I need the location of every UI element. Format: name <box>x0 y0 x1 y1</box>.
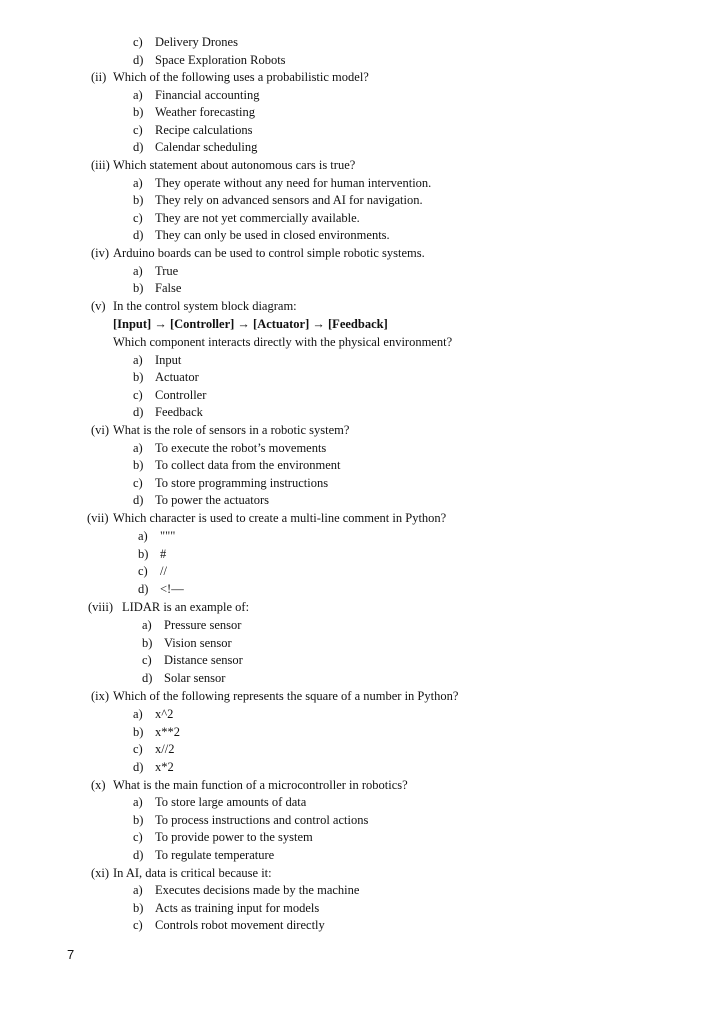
option-c: c) Delivery Drones <box>133 35 238 49</box>
option-a: a) To execute the robot’s movements <box>133 440 327 455</box>
option-b: b) They rely on advanced sensors and AI for navigation. <box>133 193 423 207</box>
block-diagram-text: [Input] → [Controller] → [Actuator] → [Feedback] <box>113 317 388 331</box>
option-c: c) // <box>138 564 167 578</box>
option-b: b) Weather forecasting <box>133 105 255 119</box>
option-c: c) Controller <box>133 387 207 402</box>
option-b: b) Vision sensor <box>142 635 232 650</box>
option-a: a) Financial accounting <box>133 87 260 102</box>
option-b: b) Acts as training input for models <box>133 900 320 915</box>
question-ix: (ix) Which of the following represents the square of a number in Python? <box>91 688 459 703</box>
option-d: d) They can only be used in closed environments. <box>133 228 390 242</box>
option-a: a) """ <box>138 529 176 543</box>
option-d: d) To regulate temperature <box>133 847 275 862</box>
question-ii: (ii) Which of the following uses a probabilistic model? <box>91 70 369 84</box>
question-xi: (xi) In AI, data is critical because it: <box>91 865 272 880</box>
option-d: d) <!— <box>138 581 184 596</box>
option-a: a) Input <box>133 352 182 367</box>
option-c: c) Controls robot movement directly <box>133 918 325 932</box>
option-c: c) Recipe calculations <box>133 122 253 137</box>
option-c: c) Distance sensor <box>142 653 243 667</box>
option-b: b) x**2 <box>133 724 180 739</box>
option-d: d) To power the actuators <box>133 493 270 507</box>
option-c: c) To provide power to the system <box>133 830 313 844</box>
option-b: b) False <box>133 281 182 295</box>
option-d: d) Feedback <box>133 405 203 419</box>
option-d: d) x*2 <box>133 759 174 774</box>
option-b: b) # <box>138 546 167 561</box>
option-a: a) To store large amounts of data <box>133 795 307 809</box>
option-a: a) Executes decisions made by the machine <box>133 883 360 897</box>
option-d: d) Solar sensor <box>142 670 226 685</box>
option-b: b) To process instructions and control actions <box>133 812 369 827</box>
option-b: b) Actuator <box>133 370 199 384</box>
option-d: d) Calendar scheduling <box>133 140 258 154</box>
question-x: (x) What is the main function of a microcontroller in robotics? <box>91 777 408 792</box>
option-b: b) To collect data from the environment <box>133 458 341 472</box>
question-subtext: Which component interacts directly with the physical environment? <box>113 335 453 349</box>
option-c: c) x//2 <box>133 742 175 756</box>
question-v: (v) In the control system block diagram: <box>91 299 297 313</box>
question-iv: (iv) Arduino boards can be used to control simple robotic systems. <box>91 246 425 260</box>
option-a: a) True <box>133 263 179 278</box>
option-d: d) Space Exploration Robots <box>133 52 286 67</box>
option-c: c) To store programming instructions <box>133 475 329 490</box>
question-iii: (iii) Which statement about autonomous cars is true? <box>91 158 356 172</box>
question-viii: (viii) LIDAR is an example of: <box>88 599 250 614</box>
option-a: a) Pressure sensor <box>142 618 242 632</box>
page-number: 7 <box>67 947 75 962</box>
question-vii: (vii) Which character is used to create a multi-line comment in Python? <box>87 511 447 525</box>
option-a: a) x^2 <box>133 707 174 721</box>
option-c: c) They are not yet commercially available. <box>133 210 360 225</box>
option-a: a) They operate without any need for human intervention. <box>133 175 432 190</box>
question-vi: (vi) What is the role of sensors in a robotic system? <box>91 423 350 437</box>
